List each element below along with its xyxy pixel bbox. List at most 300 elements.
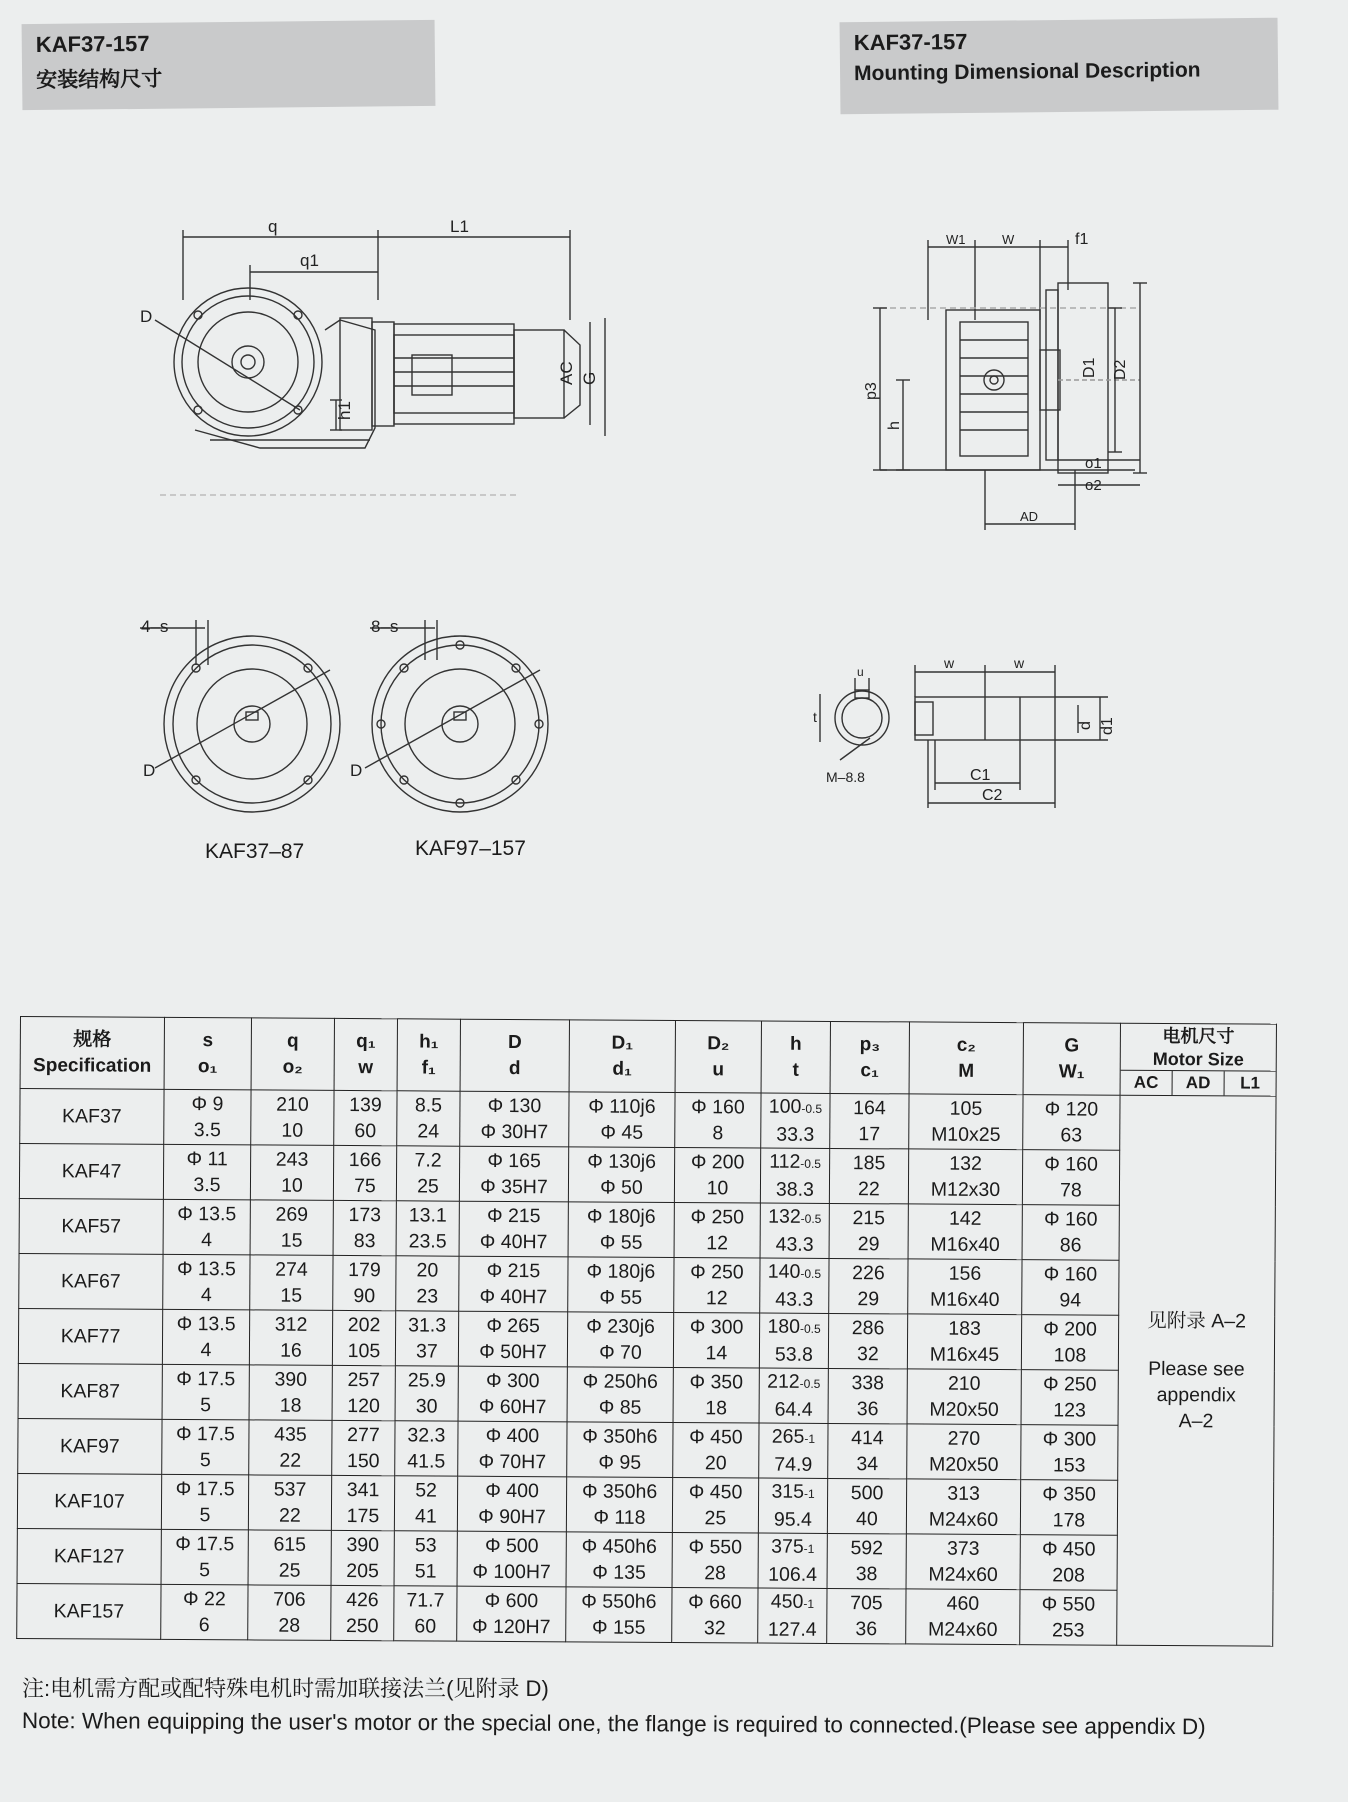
value-line: Φ 230j6 [586, 1315, 656, 1338]
value-line: Φ 350h6 [581, 1480, 658, 1503]
value-cell [906, 1479, 1020, 1535]
flange-caption-large: KAF97–157 [415, 837, 526, 860]
value-line: M16x40 [930, 1233, 1000, 1256]
table-row [17, 1528, 1273, 1591]
table-row [17, 1583, 1273, 1646]
value-line: 15 [280, 1284, 303, 1307]
value-line: 64.4 [774, 1398, 813, 1421]
value-cell [333, 1145, 396, 1200]
value-cell [1022, 1260, 1119, 1316]
value-line: Φ 100H7 [472, 1560, 551, 1584]
value-line: 16 [280, 1339, 302, 1362]
value-cell [1022, 1150, 1119, 1206]
value-line: 178 [1052, 1509, 1086, 1532]
value-cell [566, 1477, 672, 1533]
shaft-drawing [820, 665, 1108, 808]
value-line: 156 [948, 1262, 982, 1285]
value-tolerance: 112-0.5 [769, 1150, 822, 1173]
value-line: 179 [348, 1259, 381, 1282]
value-line: Φ 155 [591, 1616, 646, 1639]
spec-cell: KAF107 [17, 1473, 161, 1529]
value-line: Φ 180j6 [586, 1260, 656, 1283]
value-cell [395, 1366, 458, 1421]
value-cell [457, 1531, 566, 1587]
spec-table [16, 1016, 1277, 1647]
value-line: 32.3 [407, 1424, 446, 1447]
value-line: 36 [855, 1618, 878, 1641]
label-u: u [857, 665, 864, 679]
value-line: 13.1 [408, 1204, 447, 1227]
value-cell [830, 1093, 909, 1148]
value-cell [161, 1474, 248, 1530]
value-line: 257 [347, 1369, 381, 1392]
value-cell [827, 1478, 906, 1533]
header-right-model: KAF37-157 [853, 28, 968, 56]
value-cell [759, 1313, 828, 1368]
value-cell [250, 1255, 333, 1311]
header-left-title: 安装结构尺寸 [36, 67, 163, 93]
value-cell [458, 1421, 567, 1477]
value-line: 120 [347, 1395, 380, 1418]
flange-caption-small: KAF37–87 [205, 840, 305, 863]
col-D2: D₂ u [675, 1021, 761, 1094]
label-m88: M–8.8 [826, 769, 865, 785]
value-cell [674, 1148, 760, 1204]
value-line: 537 [273, 1478, 307, 1501]
value-line: 32 [857, 1343, 879, 1366]
value-line: Φ 40H7 [479, 1230, 548, 1254]
col-D: D d [460, 1019, 569, 1092]
value-cell [758, 1533, 827, 1588]
value-cell [672, 1587, 758, 1643]
label-h-side: h [886, 421, 903, 430]
label-D-flange-b: D [350, 761, 363, 780]
value-line: 18 [705, 1397, 728, 1420]
value-cell [394, 1531, 457, 1586]
value-line: 22 [279, 1504, 301, 1527]
value-line: M24x60 [928, 1563, 998, 1586]
label-W1: W1 [946, 232, 966, 247]
value-cell [909, 1094, 1023, 1150]
value-line: Φ 450 [689, 1426, 743, 1449]
value-cell [331, 1475, 394, 1530]
value-line: 277 [347, 1424, 380, 1447]
value-line: 63 [1060, 1124, 1083, 1147]
header-left-model: KAF37-157 [35, 30, 150, 58]
value-line: 86 [1059, 1234, 1082, 1257]
col-q: q o₂ [251, 1018, 334, 1091]
value-cell [249, 1365, 332, 1421]
value-line: Φ 160 [1043, 1208, 1098, 1231]
value-line: 286 [851, 1317, 885, 1340]
value-line: Φ 400 [485, 1424, 540, 1448]
spec-cell: KAF157 [17, 1583, 161, 1639]
table-row [17, 1473, 1273, 1536]
motor-size-note-cell [1117, 1095, 1276, 1646]
value-line: 53.8 [774, 1343, 813, 1366]
front-view-drawing [155, 230, 605, 495]
value-line: 208 [1052, 1564, 1085, 1587]
value-line: Φ 250h6 [582, 1370, 658, 1393]
value-line: Φ 17.5 [175, 1532, 235, 1556]
value-cell [163, 1199, 250, 1255]
motor-col-L1: L1 [1240, 1073, 1261, 1093]
value-cell [907, 1314, 1021, 1370]
label-8s: 8–s [371, 617, 399, 636]
table-header-row [20, 1017, 1276, 1097]
value-line: 6 [198, 1614, 210, 1637]
value-line: 5 [199, 1449, 211, 1472]
label-AD: AD [1020, 509, 1039, 524]
value-line: 10 [706, 1177, 729, 1200]
value-cell [1020, 1480, 1117, 1536]
value-tolerance: 180-0.5 [767, 1315, 821, 1338]
value-line: 341 [346, 1479, 380, 1502]
label-D1: D1 [1081, 357, 1098, 378]
label-q: q [268, 217, 278, 236]
label-f1: f1 [1075, 231, 1089, 248]
value-line: 615 [273, 1533, 307, 1556]
value-line: Φ 55 [599, 1231, 643, 1254]
value-line: Φ 17.5 [175, 1422, 235, 1446]
value-cell [331, 1585, 394, 1640]
value-cell [460, 1091, 569, 1147]
value-line: 215 [852, 1207, 886, 1230]
value-tolerance: 132-0.5 [768, 1205, 822, 1228]
value-cell [566, 1587, 672, 1643]
value-line: 25 [417, 1175, 439, 1198]
value-line: 253 [1051, 1619, 1085, 1642]
value-cell [250, 1145, 333, 1201]
value-line: 28 [278, 1614, 301, 1637]
value-line: Φ 265 [486, 1314, 540, 1338]
value-line: 32 [703, 1617, 726, 1640]
value-cell [162, 1419, 249, 1475]
value-line: Φ 50H7 [479, 1340, 547, 1364]
label-o1: o1 [1085, 455, 1102, 472]
value-line: 22 [858, 1178, 880, 1201]
value-tolerance: 265-1 [771, 1425, 816, 1448]
value-line: Φ 17.5 [175, 1477, 235, 1501]
value-line: 338 [851, 1372, 885, 1395]
side-view-drawing [873, 240, 1147, 530]
value-line: Φ 160 [1044, 1153, 1098, 1176]
value-line: Φ 135 [592, 1561, 646, 1584]
value-line: Φ 300 [689, 1316, 744, 1339]
value-cell [161, 1529, 248, 1585]
value-line: 142 [948, 1207, 982, 1230]
value-cell [908, 1259, 1022, 1315]
motor-col-AC: AC [1121, 1071, 1173, 1095]
value-cell [829, 1258, 908, 1313]
value-line: 43.3 [775, 1288, 814, 1311]
value-cell [829, 1148, 908, 1203]
value-line: 10 [281, 1119, 304, 1142]
value-cell [675, 1093, 761, 1149]
value-line: Φ 300 [1042, 1428, 1097, 1451]
motor-note-line: Please see [1148, 1357, 1245, 1380]
value-tolerance: 100-0.5 [768, 1095, 823, 1118]
note-english: Note: When equipping the user's motor or the special one, the flange is required to connected.(Please see appendix D) [21, 1708, 1206, 1740]
value-line: M20x50 [929, 1453, 999, 1476]
value-cell [760, 1258, 829, 1313]
value-cell [908, 1149, 1022, 1205]
spec-cell: KAF67 [19, 1253, 163, 1309]
value-tolerance: 375-1 [771, 1535, 815, 1558]
note-chinese: 注:电机需方配或配特殊电机时需加联接法兰(见附录 D) [22, 1676, 549, 1701]
value-line: Φ 180j6 [586, 1205, 656, 1228]
value-line: 5 [200, 1394, 212, 1417]
value-line: 51 [414, 1560, 437, 1583]
col-spec: 规格 Specification [20, 1017, 164, 1090]
value-line: 95.4 [773, 1508, 812, 1531]
spec-cell: KAF57 [19, 1198, 163, 1254]
motor-size-en: Motor Size [1152, 1048, 1244, 1070]
value-cell [906, 1534, 1020, 1590]
value-line: Φ 450h6 [581, 1535, 657, 1558]
col-c2: c₂ M [909, 1022, 1023, 1095]
value-line: 164 [853, 1097, 886, 1120]
value-line: Φ 30H7 [480, 1120, 549, 1144]
value-line: 94 [1059, 1289, 1082, 1312]
value-cell [568, 1147, 674, 1203]
value-cell [567, 1367, 673, 1423]
value-line: M16x45 [929, 1343, 1000, 1366]
value-line: 705 [850, 1592, 883, 1615]
value-line: 8.5 [414, 1094, 443, 1117]
value-line: Φ 215 [486, 1259, 541, 1283]
value-line: Φ 400 [485, 1479, 539, 1503]
value-line: 38.3 [775, 1178, 814, 1201]
value-line: 15 [280, 1229, 303, 1252]
value-line: Φ 40H7 [479, 1285, 548, 1309]
value-cell [162, 1364, 249, 1420]
value-cell [395, 1421, 458, 1476]
value-line: M24x60 [928, 1618, 998, 1641]
label-D2: D2 [1112, 359, 1129, 380]
label-q1: q1 [300, 251, 319, 270]
value-line: Φ 22 [183, 1588, 226, 1611]
header-right-title: Mounting Dimensional Description [853, 58, 1201, 86]
value-cell [761, 1093, 830, 1148]
value-line: 20 [416, 1259, 439, 1282]
value-line: 500 [850, 1482, 884, 1505]
table-row [19, 1198, 1275, 1261]
value-line: Φ 350 [1042, 1483, 1096, 1506]
value-line: 25 [278, 1559, 301, 1582]
value-line: Φ 350 [689, 1371, 744, 1394]
value-line: 269 [275, 1203, 309, 1226]
value-cell [458, 1311, 567, 1367]
value-cell [567, 1312, 673, 1368]
value-line: 41.5 [407, 1450, 446, 1473]
value-line: 123 [1053, 1399, 1086, 1422]
value-cell [457, 1476, 566, 1532]
value-line: Φ 200 [690, 1151, 745, 1174]
value-tolerance: 212-0.5 [767, 1370, 821, 1393]
value-cell [250, 1200, 333, 1256]
value-cell [827, 1588, 906, 1643]
value-line: 173 [348, 1204, 382, 1227]
value-line: 139 [349, 1094, 382, 1117]
value-line: 74.9 [774, 1453, 813, 1476]
value-line: 24 [417, 1120, 440, 1143]
value-cell [333, 1200, 396, 1255]
value-line: Φ 85 [598, 1396, 642, 1419]
value-cell [397, 1091, 460, 1146]
value-cell [395, 1311, 458, 1366]
value-line: 150 [346, 1450, 380, 1473]
value-cell [673, 1367, 759, 1423]
value-cell [163, 1144, 250, 1200]
value-line: Φ 250 [690, 1261, 744, 1284]
value-cell [907, 1424, 1021, 1480]
value-cell [760, 1203, 829, 1258]
col-G: G W₁ [1023, 1023, 1120, 1096]
value-line: 183 [948, 1317, 981, 1340]
value-cell [249, 1420, 332, 1476]
value-cell [163, 1254, 250, 1310]
value-line: Φ 90H7 [478, 1505, 546, 1529]
value-line: 12 [706, 1232, 729, 1255]
value-cell [251, 1090, 334, 1146]
value-line: 592 [850, 1537, 884, 1560]
value-cell [396, 1146, 459, 1201]
value-line: Φ 450 [688, 1481, 743, 1504]
value-line: 108 [1053, 1344, 1087, 1367]
value-line: M16x40 [930, 1288, 1000, 1311]
value-cell [907, 1369, 1021, 1425]
value-tolerance: 450-1 [770, 1590, 815, 1613]
value-cell [672, 1477, 758, 1533]
value-line: Φ 13.5 [176, 1312, 236, 1336]
value-cell [334, 1090, 397, 1145]
value-cell [331, 1530, 394, 1585]
value-line: 153 [1052, 1454, 1086, 1477]
value-cell [162, 1309, 249, 1365]
col-h: h t [761, 1021, 830, 1093]
value-line: 43.3 [775, 1233, 814, 1256]
value-line: 706 [273, 1588, 306, 1611]
value-line: 17 [858, 1123, 881, 1146]
value-cell [333, 1255, 396, 1310]
spec-cell: KAF47 [19, 1144, 163, 1200]
table-row [20, 1089, 1276, 1152]
value-cell [1021, 1425, 1118, 1481]
value-line: 270 [947, 1427, 981, 1450]
value-line: 226 [852, 1262, 885, 1285]
value-cell [673, 1422, 759, 1478]
value-line: 23 [416, 1285, 439, 1308]
value-tolerance: 140-0.5 [767, 1260, 822, 1283]
label-D-flange-a: D [143, 761, 156, 780]
value-line: 390 [274, 1368, 308, 1391]
value-line: 10 [281, 1174, 303, 1197]
value-line: 210 [276, 1093, 309, 1116]
motor-note-line: A–2 [1178, 1409, 1214, 1432]
spec-cell: KAF37 [20, 1089, 164, 1145]
table-row [18, 1308, 1274, 1371]
value-cell [249, 1310, 332, 1366]
value-line: Φ 35H7 [480, 1175, 548, 1199]
value-line: 40 [856, 1508, 878, 1531]
value-cell [459, 1146, 568, 1202]
motor-note-line: appendix [1156, 1383, 1236, 1406]
value-line: 175 [346, 1505, 380, 1528]
value-line: Φ 9 [191, 1093, 224, 1116]
value-cell [332, 1420, 395, 1475]
value-line: 243 [275, 1148, 309, 1171]
value-line: 18 [279, 1394, 302, 1417]
value-line: 83 [353, 1230, 376, 1253]
table-row [19, 1253, 1275, 1316]
label-C2: C2 [982, 787, 1003, 804]
value-line: M12x30 [930, 1178, 1001, 1201]
value-line: 8 [712, 1122, 724, 1145]
value-line: Φ 160 [1043, 1263, 1098, 1286]
value-cell [396, 1201, 459, 1256]
value-cell [248, 1475, 331, 1531]
value-cell [1020, 1535, 1117, 1591]
value-line: 312 [274, 1313, 308, 1336]
value-line: Φ 130 [487, 1094, 542, 1118]
value-cell [566, 1532, 672, 1588]
col-h1: h₁ f₁ [397, 1019, 460, 1091]
label-d1: d1 [1099, 717, 1116, 735]
value-cell [829, 1203, 908, 1258]
value-line: 25 [704, 1507, 727, 1530]
value-line: Φ 550 [688, 1536, 743, 1559]
col-motor-size [1120, 1023, 1276, 1096]
label-L1: L1 [450, 217, 469, 236]
value-cell [760, 1148, 829, 1203]
label-W: W [1002, 232, 1015, 247]
value-line: Φ 110j6 [588, 1095, 656, 1118]
value-cell [828, 1368, 907, 1423]
value-line: Φ 95 [598, 1451, 642, 1474]
value-tolerance: 315-1 [771, 1480, 815, 1503]
value-cell [828, 1313, 907, 1368]
value-line: M20x50 [929, 1398, 999, 1421]
label-d: d [1077, 721, 1094, 730]
col-s: s o₁ [164, 1017, 251, 1090]
value-line: 14 [705, 1342, 728, 1365]
value-line: 5 [199, 1559, 211, 1582]
value-line: Φ 550 [1041, 1593, 1096, 1616]
value-line: Φ 660 [688, 1591, 742, 1614]
value-line: Φ 45 [600, 1121, 644, 1144]
value-cell [759, 1368, 828, 1423]
value-cell [569, 1092, 675, 1148]
value-line: 426 [346, 1589, 379, 1612]
value-line: Φ 450 [1041, 1538, 1096, 1561]
value-line: 7.2 [414, 1149, 442, 1172]
value-line: 53 [414, 1534, 437, 1557]
value-line: 23.5 [408, 1230, 447, 1253]
value-cell [164, 1089, 251, 1145]
col-D1: D₁ d₁ [569, 1020, 675, 1093]
value-cell [459, 1201, 568, 1257]
value-cell [459, 1256, 568, 1312]
value-line: 34 [856, 1453, 879, 1476]
label-4s: 4–s [141, 617, 169, 636]
value-cell [1021, 1370, 1118, 1426]
value-line: 106.4 [768, 1563, 818, 1586]
value-cell [674, 1203, 760, 1259]
value-line: Φ 70 [599, 1341, 642, 1364]
value-line: 313 [947, 1482, 980, 1505]
value-line: Φ 250 [690, 1206, 745, 1229]
